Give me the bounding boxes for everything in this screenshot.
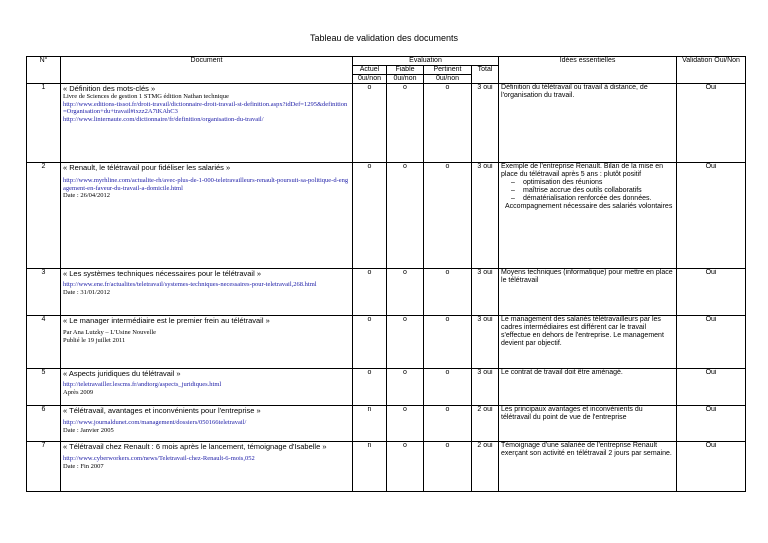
header-actuel: Actuel [353, 66, 387, 75]
eval-actuel: o [353, 369, 387, 406]
document-title: « Le manager intermédiaire est le premier frein au télétravail » [63, 316, 270, 325]
eval-total: 2 oui [472, 442, 499, 492]
validation-cell: Oui [677, 84, 746, 163]
document-link[interactable]: http://www.journaldunet.com/management/dossiers/050166teletravail/ [63, 419, 247, 426]
eval-actuel: o [353, 84, 387, 163]
eval-total: 3 oui [472, 163, 499, 269]
validation-cell: Oui [677, 369, 746, 406]
header-ouinon-pertinent: 0ui/non [424, 75, 472, 84]
eval-pertinent: o [424, 442, 472, 492]
eval-fiable: o [387, 269, 424, 316]
document-link[interactable]: http://www.cyberworkers.com/news/Teletravail-chez-Renault-6-mois,052 [63, 455, 255, 462]
document-date: Date : Janvier 2005 [63, 426, 114, 434]
validation-cell: Oui [677, 442, 746, 492]
document-link[interactable]: http://teletravailler.lescms.fr/andtorg/aspects_juridiques.html [63, 381, 222, 388]
document-link[interactable]: http://www.myrhline.com/actualite-rh/avec-plus-de-1-000-teletravailleurs-renault-poursuit-sa-politique-d-engagement-en-faveur-du-travail-a-domicile.html [63, 177, 349, 192]
row-number: 1 [27, 84, 61, 163]
document-cell [61, 442, 353, 492]
idea-intro: Exemple de l'entreprise Renault. Bilan de la mise en place du télétravail après 5 ans : plutôt positif [501, 163, 664, 178]
document-title: « Renault, le télétravail pour fidéliser les salariés » [63, 163, 231, 172]
header-idees: Idées essentielles [499, 57, 677, 84]
document-date: Date : 31/01/2012 [63, 288, 110, 296]
eval-fiable: o [387, 406, 424, 442]
document-source: Livre de Sciences de gestion 1 STMG édition Nathan technique [63, 93, 229, 100]
table-row [27, 369, 746, 406]
eval-fiable: o [387, 442, 424, 492]
document-title: « Les systèmes techniques nécessaires pour le télétravail » [63, 269, 262, 278]
document-title: « Définition des mots-clés » [63, 84, 156, 93]
idea-cell [499, 163, 677, 269]
header-document: Document [61, 57, 353, 84]
document-link[interactable]: http://www.editions-tissot.fr/droit-travail/dictionnaire-droit-travail-st-definition.aspx?idDef=1295&definition=Organisation+du+travail#ixzz2A7iKAhC3 [63, 100, 348, 115]
table-row [27, 269, 746, 316]
idea-cell: Le management des salariés télétravailleurs par les cadres intermédiaires est différent car le travail s'effectue en dehors de l'entreprise. Le management devient par objectif. [499, 316, 677, 369]
eval-fiable: o [387, 369, 424, 406]
table-row [27, 84, 746, 163]
document-title: « Télétravail chez Renault : 6 mois après le lancement, témoignage d'Isabelle » [63, 442, 327, 451]
document-cell [61, 269, 353, 316]
header-pertinent: Pertinent [424, 66, 472, 75]
idea-cell: Définition du télétravail ou travail à distance, de l'organisation du travail. [499, 84, 677, 163]
idea-bullet: – maîtrise accrue des outils collaboratifs [515, 187, 674, 195]
idea-bullet: – optimisation des réunions [515, 179, 674, 187]
page-title: Tableau de validation des documents [309, 33, 459, 43]
table-row [27, 406, 746, 442]
header-num: N° [27, 57, 61, 84]
eval-actuel: n [353, 442, 387, 492]
eval-pertinent: o [424, 316, 472, 369]
idea-cell: Témoignage d'une salariée de l'entreprise Renault exerçant son activité en télétravail 2 jours par semaine. [499, 442, 677, 492]
table-row [27, 163, 746, 269]
idea-cell: Les principaux avantages et inconvénients du télétravail du point de vue de l'entreprise [499, 406, 677, 442]
idea-list [501, 179, 674, 203]
validation-cell: Oui [677, 163, 746, 269]
document-link[interactable]: http://www.ene.fr/actualites/teletravail/systemes-techniques-necessaires-pour-teletravail,268.html [63, 281, 317, 288]
row-number: 3 [27, 269, 61, 316]
header-ouinon-fiable: 0ui/non [387, 75, 424, 84]
document-date: Date : Fin 2007 [63, 462, 104, 470]
validation-table [26, 56, 746, 492]
eval-actuel: o [353, 269, 387, 316]
eval-actuel: n [353, 406, 387, 442]
eval-fiable: o [387, 316, 424, 369]
eval-pertinent: o [424, 369, 472, 406]
idea-bullet: – dématérialisation renforcée des données. [515, 195, 674, 203]
document-date: Publié le 19 juillet 2011 [63, 336, 126, 344]
document-cell [61, 163, 353, 269]
eval-total: 3 oui [472, 316, 499, 369]
row-number: 2 [27, 163, 61, 269]
eval-pertinent: o [424, 269, 472, 316]
header-ouinon-actuel: 0ui/non [353, 75, 387, 84]
document-title: « Aspects juridiques du télétravail » [63, 369, 181, 378]
eval-total: 2 oui [472, 406, 499, 442]
validation-cell: Oui [677, 406, 746, 442]
eval-actuel: o [353, 163, 387, 269]
validation-cell: Oui [677, 316, 746, 369]
idea-outro: Accompagnement nécessaire des salariés volontaires [505, 203, 673, 210]
row-number: 4 [27, 316, 61, 369]
document-cell [61, 316, 353, 369]
header-total: Total [472, 66, 499, 84]
header-fiable: Fiable [387, 66, 424, 75]
eval-actuel: o [353, 316, 387, 369]
header-validation: Validation Oui/Non [677, 57, 746, 84]
eval-pertinent: o [424, 163, 472, 269]
document-author: Par Ana Lutzky – L'Usine Nouvelle [63, 329, 157, 336]
eval-pertinent: o [424, 84, 472, 163]
document-cell [61, 406, 353, 442]
table-row [27, 442, 746, 492]
eval-pertinent: o [424, 406, 472, 442]
idea-cell: Le contrat de travail doit être aménagé. [499, 369, 677, 406]
eval-total: 3 oui [472, 84, 499, 163]
row-number: 5 [27, 369, 61, 406]
document-link[interactable]: http://www.linternaute.com/dictionnaire/fr/definition/organisation-du-travail/ [63, 115, 264, 123]
idea-cell: Moyens techniques (informatique) pour mettre en place le télétravail [499, 269, 677, 316]
table-row [27, 316, 746, 369]
header-evaluation: Evaluation [353, 57, 499, 66]
row-number: 7 [27, 442, 61, 492]
row-number: 6 [27, 406, 61, 442]
eval-fiable: o [387, 84, 424, 163]
document-cell [61, 369, 353, 406]
eval-total: 3 oui [472, 269, 499, 316]
document-date: Date : 26/04/2012 [63, 192, 110, 199]
eval-total: 3 oui [472, 369, 499, 406]
document-title: « Télétravail, avantages et inconvénients pour l'entreprise » [63, 406, 261, 415]
eval-fiable: o [387, 163, 424, 269]
document-date: Après 2009 [63, 388, 94, 396]
document-cell [61, 84, 353, 163]
validation-cell: Oui [677, 269, 746, 316]
